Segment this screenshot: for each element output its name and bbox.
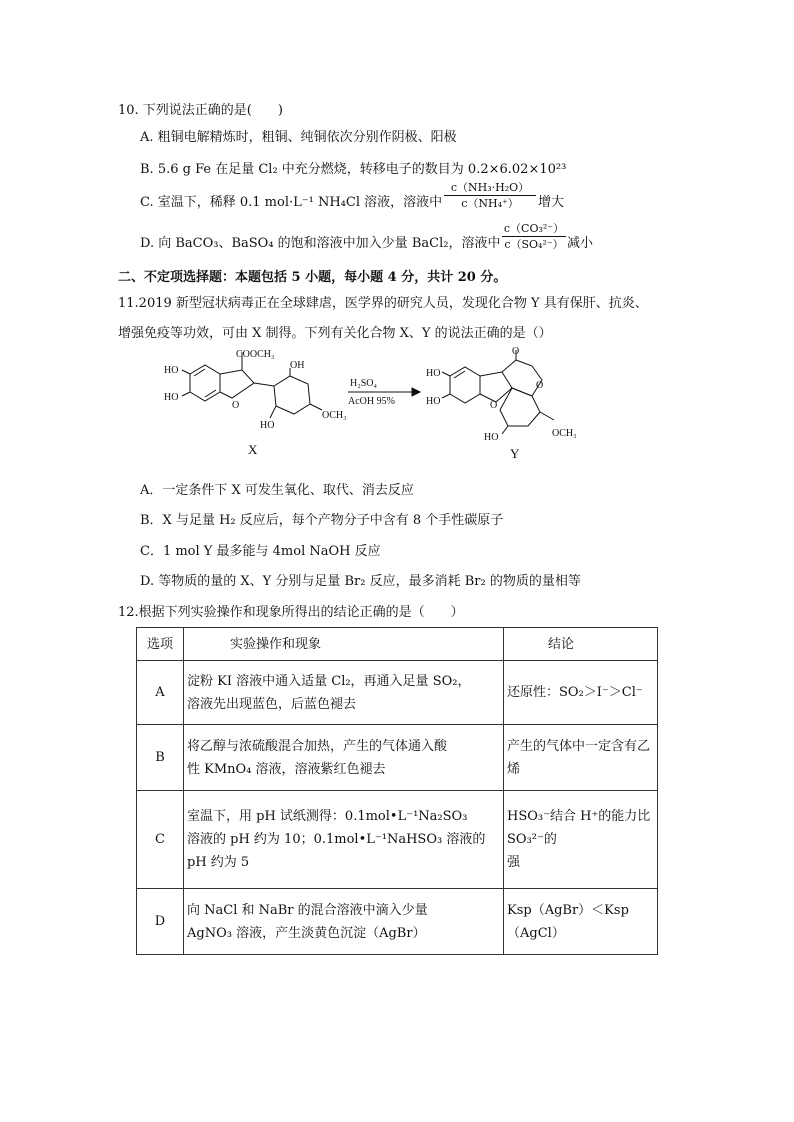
q11-option-b: B．X 与足量 H₂ 反应后，每个产物分子中含有 8 个手性碳原子 xyxy=(140,513,504,528)
q12-stem: 12.根据下列实验操作和现象所得出的结论正确的是（ ） xyxy=(118,605,464,620)
header-conclusion: 结论 xyxy=(504,628,658,661)
q10-option-c-suffix: 增大 xyxy=(538,195,565,210)
x-o: O xyxy=(232,400,240,411)
operation-line: 将乙醇与浓硫酸混合加热，产生的气体通入酸 xyxy=(187,738,448,754)
table-row xyxy=(137,791,658,889)
y-benzene-ring xyxy=(450,367,480,403)
row-option: A xyxy=(137,661,184,725)
operation-line: 室温下，用 pH 试纸测得：0.1mol•L⁻¹Na₂SO₃ xyxy=(187,809,468,824)
q10-d-fraction xyxy=(502,222,566,251)
y-ho-2: HO xyxy=(426,396,441,407)
operation-line: AgNO₃ 溶液，产生淡黄色沉淀（AgBr） xyxy=(187,925,426,941)
row-option: C xyxy=(137,791,184,889)
header-operation: 实验操作和现象 xyxy=(184,628,504,661)
q10-c-fraction xyxy=(444,181,536,210)
conclusion-line: HSO₃⁻结合 H⁺的能力比 SO₃²⁻的 xyxy=(507,809,651,847)
y-ho-3: HO xyxy=(484,432,499,443)
q11-option-a: A．一定条件下 X 可发生氧化、取代、消去反应 xyxy=(140,483,414,498)
section-heading: 二、不定项选择题：本题包括 5 小题，每小题 4 分，共计 20 分。 xyxy=(118,270,507,285)
table-row xyxy=(137,889,658,955)
table-row xyxy=(137,661,658,725)
fraction-denominator: c（SO₄²⁻） xyxy=(504,238,564,251)
y-och3: OCH₃ xyxy=(552,428,577,439)
x-ho-2: HO xyxy=(164,392,179,403)
row-operation xyxy=(184,661,504,725)
x-cooch3: COOCH₃ xyxy=(236,349,275,360)
x-oh: OH xyxy=(290,360,305,371)
row-operation xyxy=(184,889,504,955)
y-o-ring: O xyxy=(536,380,544,391)
x-benzene-ring xyxy=(190,365,220,401)
row-conclusion xyxy=(504,791,658,889)
row-option: B xyxy=(137,725,184,791)
x-ho-1: HO xyxy=(164,365,179,376)
q10-option-a: A. 粗铜电解精炼时，粗铜、纯铜依次分别作阴极、阳极 xyxy=(140,130,457,145)
experiment-table xyxy=(136,627,658,955)
fraction-bar xyxy=(444,195,536,196)
operation-line: 向 NaCl 和 NaBr 的混合溶液中滴入少量 xyxy=(187,902,428,918)
fraction-numerator: c（NH₃·H₂O） xyxy=(450,181,530,194)
q10-option-d xyxy=(140,232,500,251)
operation-line: 溶液的 pH 约为 10；0.1mol•L⁻¹NaHSO₃ 溶液的 xyxy=(187,832,486,847)
table-row xyxy=(137,725,658,791)
reagent-bottom: AcOH 95% xyxy=(348,396,395,407)
row-conclusion: 产生的气体中一定含有乙烯 xyxy=(504,725,658,791)
fraction-denominator: c（NH₄⁺） xyxy=(461,197,519,210)
row-operation xyxy=(184,725,504,791)
conclusion-line: 强 xyxy=(507,855,521,870)
operation-line: pH 约为 5 xyxy=(187,855,250,870)
row-operation xyxy=(184,791,504,889)
fraction-bar xyxy=(502,236,566,237)
q11-option-d: D. 等物质的量的 X、Y 分别与足量 Br₂ 反应，最多消耗 Br₂ 的物质的量相等 xyxy=(140,574,581,589)
operation-line: 溶液先出现蓝色，后蓝色褪去 xyxy=(187,696,357,712)
q10-option-c xyxy=(140,191,442,210)
row-conclusion: Ksp（AgBr）＜Ksp（AgCl） xyxy=(504,889,658,955)
row-option: D xyxy=(137,889,184,955)
q10-option-b: B. 5.6 g Fe 在足量 Cl₂ 中充分燃烧，转移电子的数目为 0.2×6.02×10²³ xyxy=(140,162,567,177)
operation-line: 性 KMnO₄ 溶液，溶液紫红色褪去 xyxy=(187,761,386,777)
q11-stem-line1: 11.2019 新型冠状病毒正在全球肆虐，医学界的研究人员，发现化合物 Y 具有保肝、抗炎、 xyxy=(118,296,648,311)
fraction-numerator: c（CO₃²⁻） xyxy=(503,222,565,235)
header-option: 选项 xyxy=(137,628,184,661)
operation-line: 淀粉 KI 溶液中通入适量 Cl₂，再通入足量 SO₂， xyxy=(187,673,471,689)
y-ho-1: HO xyxy=(426,368,441,379)
row-conclusion: 还原性：SO₂＞I⁻＞Cl⁻ xyxy=(504,661,658,725)
q11-option-c: C．1 mol Y 最多能与 4mol NaOH 反应 xyxy=(140,544,381,559)
table-header-row xyxy=(137,628,658,661)
x-aryl-ring xyxy=(274,376,310,414)
y-label: Y xyxy=(510,446,520,461)
reagent-top: H₂SO₄ xyxy=(350,378,377,389)
q10-option-d-text: D. 向 BaCO₃、BaSO₄ 的饱和溶液中加入少量 BaCl₂，溶液中 xyxy=(140,236,501,251)
q10-option-c-text: C. 室温下，稀释 0.1 mol·L⁻¹ NH₄Cl 溶液，溶液中 xyxy=(140,195,443,210)
x-label: X xyxy=(248,442,258,457)
y-o-furan: O xyxy=(490,400,498,411)
x-ho-3: HO xyxy=(260,420,275,431)
q11-stem-line2: 增强免疫等功效，可由 X 制得。下列有关化合物 X、Y 的说法正确的是（） xyxy=(118,326,552,341)
x-och3: OCH₃ xyxy=(322,410,347,421)
q10-option-d-suffix: 减小 xyxy=(567,236,594,251)
y-o-carbonyl: O xyxy=(512,346,520,357)
reaction-scheme xyxy=(150,346,640,464)
q10-stem: 10. 下列说法正确的是( ) xyxy=(118,103,283,118)
